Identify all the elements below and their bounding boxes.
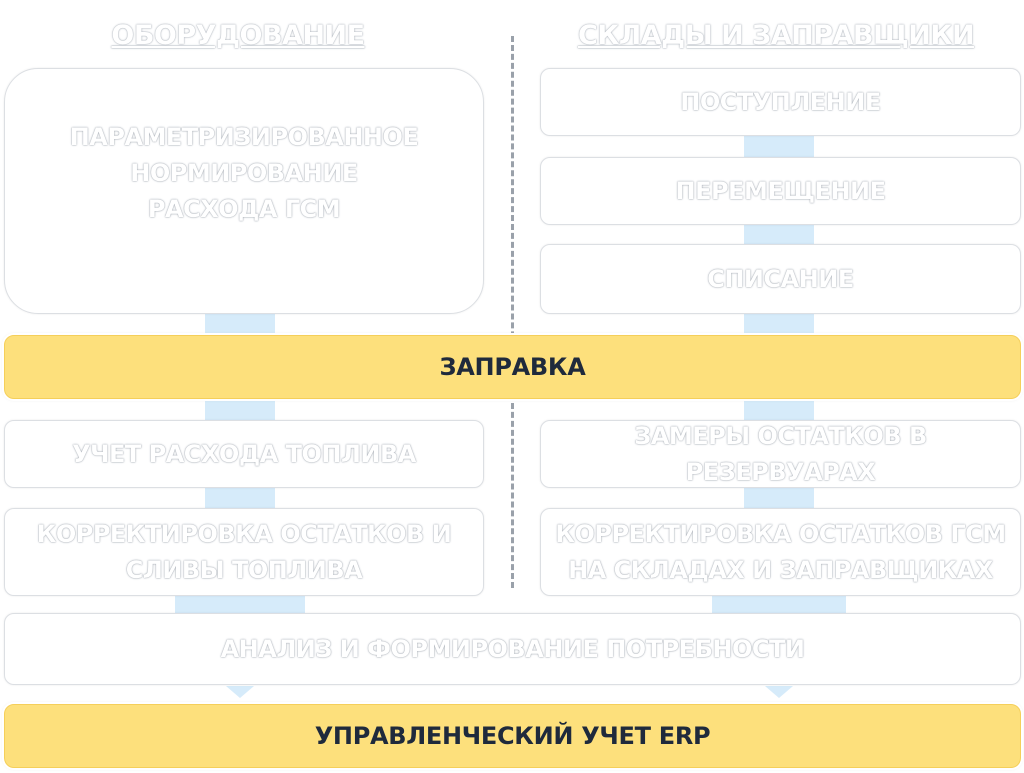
param-norming-box — [4, 68, 484, 314]
transfer-label: ПЕРЕМЕЩЕНИЕ — [675, 177, 886, 205]
arrow-analysis-to-erp-right — [765, 686, 793, 698]
warehouse-correction-box — [540, 508, 1021, 596]
receipt-label: ПОСТУПЛЕНИЕ — [680, 88, 881, 116]
column-divider — [511, 36, 514, 588]
erp-label: УПРАВЛЕНЧЕСКИЙ УЧЕТ ERP — [314, 722, 711, 750]
connector-left-to-analysis — [175, 596, 305, 613]
connector-consumption-to-correction — [205, 486, 275, 510]
fuel-consumption-box — [4, 420, 484, 488]
demand-analysis-box — [4, 613, 1021, 685]
transfer-box — [540, 157, 1021, 225]
warehouse-correction-label: КОРРЕКТИРОВКА ОСТАТКОВ ГСМ НА СКЛАДАХ И ЗАПРАВЩИКАХ — [555, 520, 1006, 584]
erp-bar — [4, 704, 1021, 768]
fuel-consumption-label: УЧЕТ РАСХОДА ТОПЛИВА — [72, 440, 416, 468]
writeoff-box — [540, 244, 1021, 314]
writeoff-label: СПИСАНИЕ — [707, 265, 854, 293]
heading-warehouses: СКЛАДЫ И ЗАПРАВЩИКИ — [577, 20, 975, 51]
tank-measurements-label: ЗАМЕРЫ ОСТАТКОВ В РЕЗЕРВУАРАХ — [634, 422, 927, 486]
demand-analysis-label: АНАЛИЗ И ФОРМИРОВАНИЕ ПОТРЕБНОСТИ — [220, 635, 805, 663]
tank-measurements-box — [540, 420, 1021, 488]
connector-receipt-to-transfer — [744, 136, 814, 158]
param-norming-label: ПАРАМЕТРИЗИРОВАННОЕ НОРМИРОВАНИЕ РАСХОДА ГСМ — [69, 123, 419, 223]
refueling-bar — [4, 335, 1021, 399]
receipt-box — [540, 68, 1021, 136]
fuel-correction-label: КОРРЕКТИРОВКА ОСТАТКОВ И СЛИВЫ ТОПЛИВА — [36, 520, 452, 584]
connector-refuel-to-measurements — [744, 398, 814, 420]
connector-right-to-analysis — [712, 596, 846, 613]
arrow-analysis-to-erp-left — [226, 686, 254, 698]
heading-equipment: ОБОРУДОВАНИЕ — [111, 20, 365, 51]
fuel-correction-box — [4, 508, 484, 596]
connector-transfer-to-writeoff — [744, 224, 814, 245]
refueling-label: ЗАПРАВКА — [439, 353, 586, 381]
